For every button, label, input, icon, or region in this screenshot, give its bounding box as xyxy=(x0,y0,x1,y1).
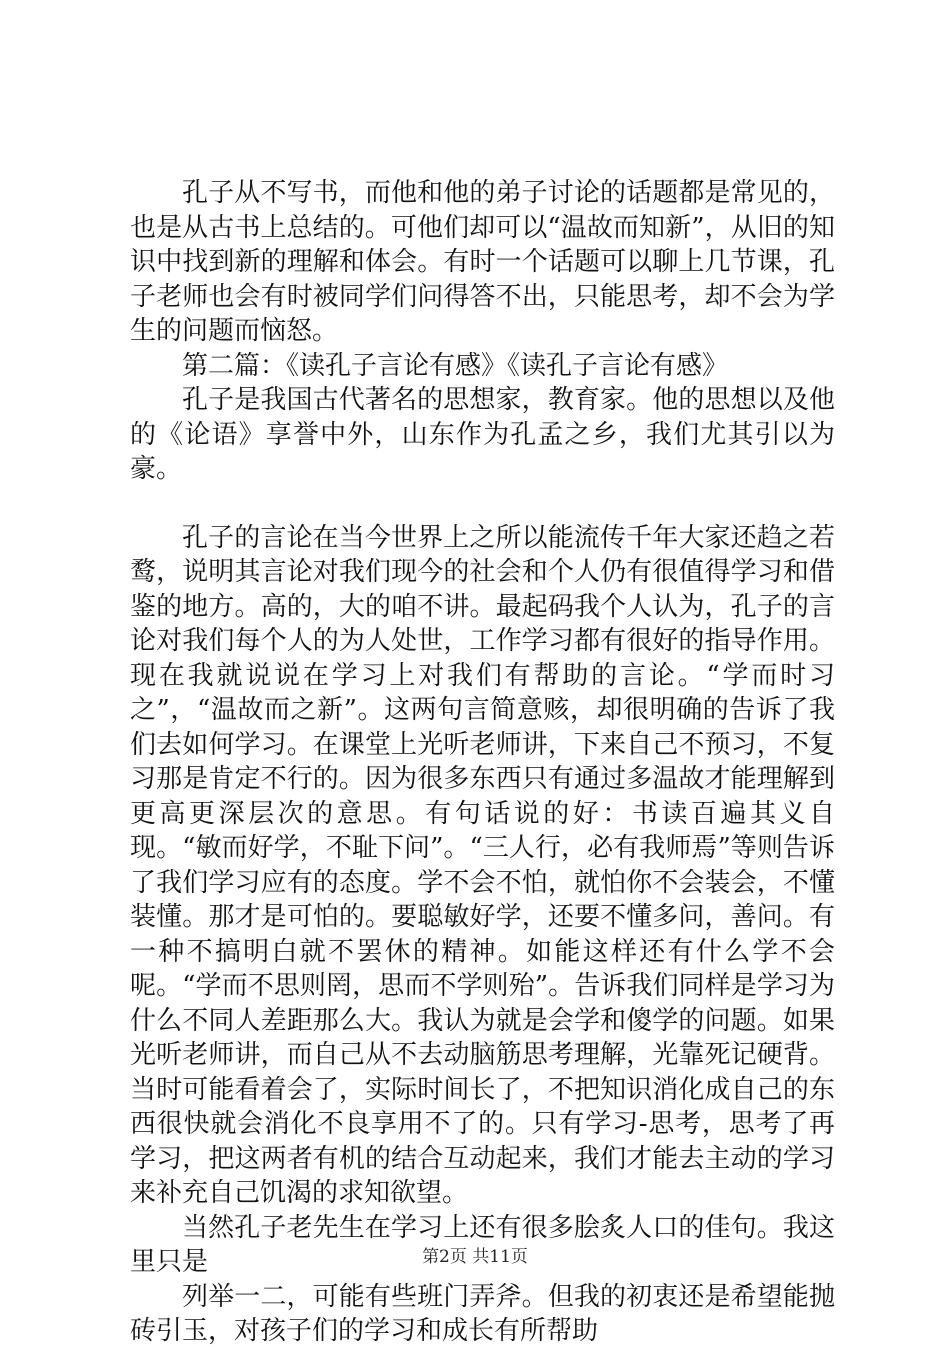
paragraph-spacer xyxy=(130,487,835,521)
document-body xyxy=(130,176,835,1349)
paragraph: 列举一二，可能有些班门弄斧。但我的初衷还是希望能抛砖引玉，对孩子们的学习和成长有所帮助 xyxy=(130,1281,835,1346)
page-number: 第2页 共11页 xyxy=(422,1247,528,1267)
section-heading: 第二篇：《读孔子言论有感》《读孔子言论有感》 xyxy=(182,350,729,381)
paragraph: 当然孔子老先生在学习上还有很多脍炙人口的佳句。我这里只是 xyxy=(130,1212,835,1277)
paragraph: 孔子的言论在当今世界上之所以能流传千年大家还趋之若鹜，说明其言论对我们现今的社会和个人仍有很值得学习和借鉴的地方。高的，大的咱不讲。最起码我个人认为，孔子的言论对我们每个人的为人处世，工作学习都有很好的指导作用。现在我就说说在学习上对我们有帮助的言论。“学而时习之”，“温故而之新”。这两句言简意赅，却很明确的告诉了我们去如何学习。在课堂上光听老师讲，下来自己不预习，不复习那是肯定不行的。因为很多东西只有通过多温故才能理解到更高更深层次的意思。有句话说的好：书读百遍其义自现。“敏而好学，不耻下问”。“三人行，必有我师焉”等则告诉了我们学习应有的态度。学不会不怕，就怕你不会装会，不懂装懂。那才是可怕的。要聪敏好学，还要不懂多问，善问。有一种不搞明白就不罢休的精神。如能这样还有什么学不会呢。“学而不思则罔，思而不学则殆”。告诉我们同样是学习为什么不同人差距那么大。我认为就是会学和傻学的问题。如果光听老师讲，而自己从不去动脑筋思考理解，光靠死记硬背。当时可能看着会了，实际时间长了，不把知识消化成自己的东西很快就会消化不良享用不了的。只有学习-思考，思考了再学习，把这两者有机的结合互动起来，我们才能去主动的学习来补充自己饥渴的求知欲望。 xyxy=(130,522,835,1208)
paragraph: 孔子是我国古代著名的思想家，教育家。他的思想以及他的《论语》享誉中外，山东作为孔孟之乡，我们尤其引以为豪。 xyxy=(130,385,835,484)
paragraph: 孔子从不写书，而他和他的弟子讨论的话题都是常见的，也是从古书上总结的。可他们却可以“温故而知新”，从旧的知识中找到新的理解和体会。有时一个话题可以聊上几节课，孔子老师也会有时被同学们问得答不出，只能思考，却不会为学生的问题而恼怒。 xyxy=(130,178,835,346)
